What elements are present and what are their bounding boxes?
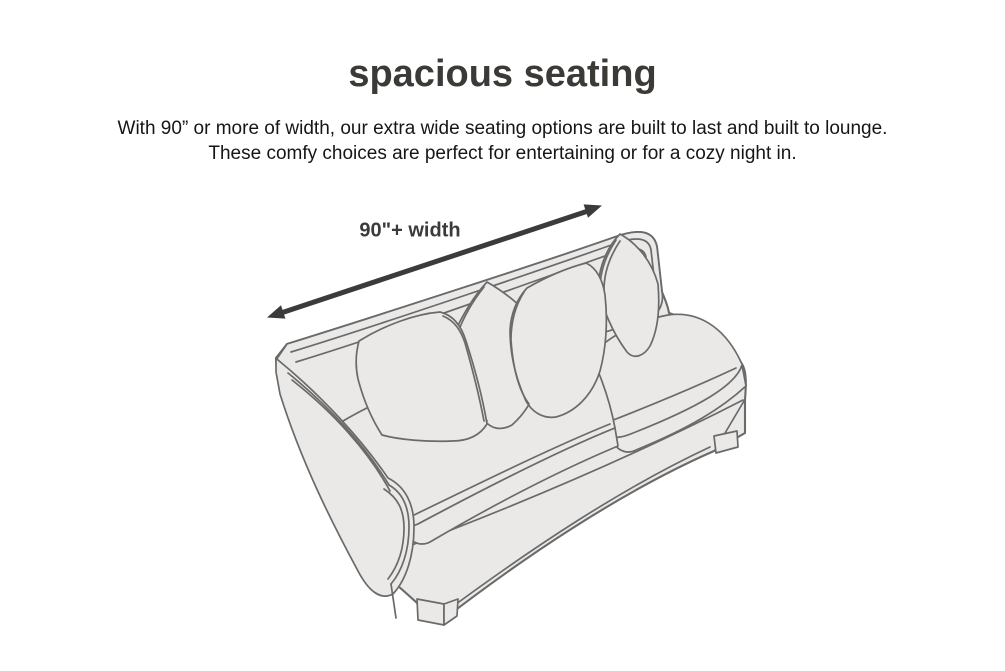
description-line-2: These comfy choices are perfect for entertaining or for a cozy night in.	[208, 143, 797, 164]
sofa-foot-front-left	[417, 599, 458, 625]
foot-front-left-side	[444, 599, 458, 625]
description-line-1: With 90” or more of width, our extra wide seating options are built to last and built to lounge.	[117, 118, 888, 139]
foot-front-left-face	[417, 599, 444, 625]
page-title: spacious seating	[348, 53, 657, 95]
arrow-head-left	[267, 305, 285, 318]
arrow-head-right	[584, 204, 602, 217]
dimension-label: 90"+ width	[359, 219, 461, 242]
